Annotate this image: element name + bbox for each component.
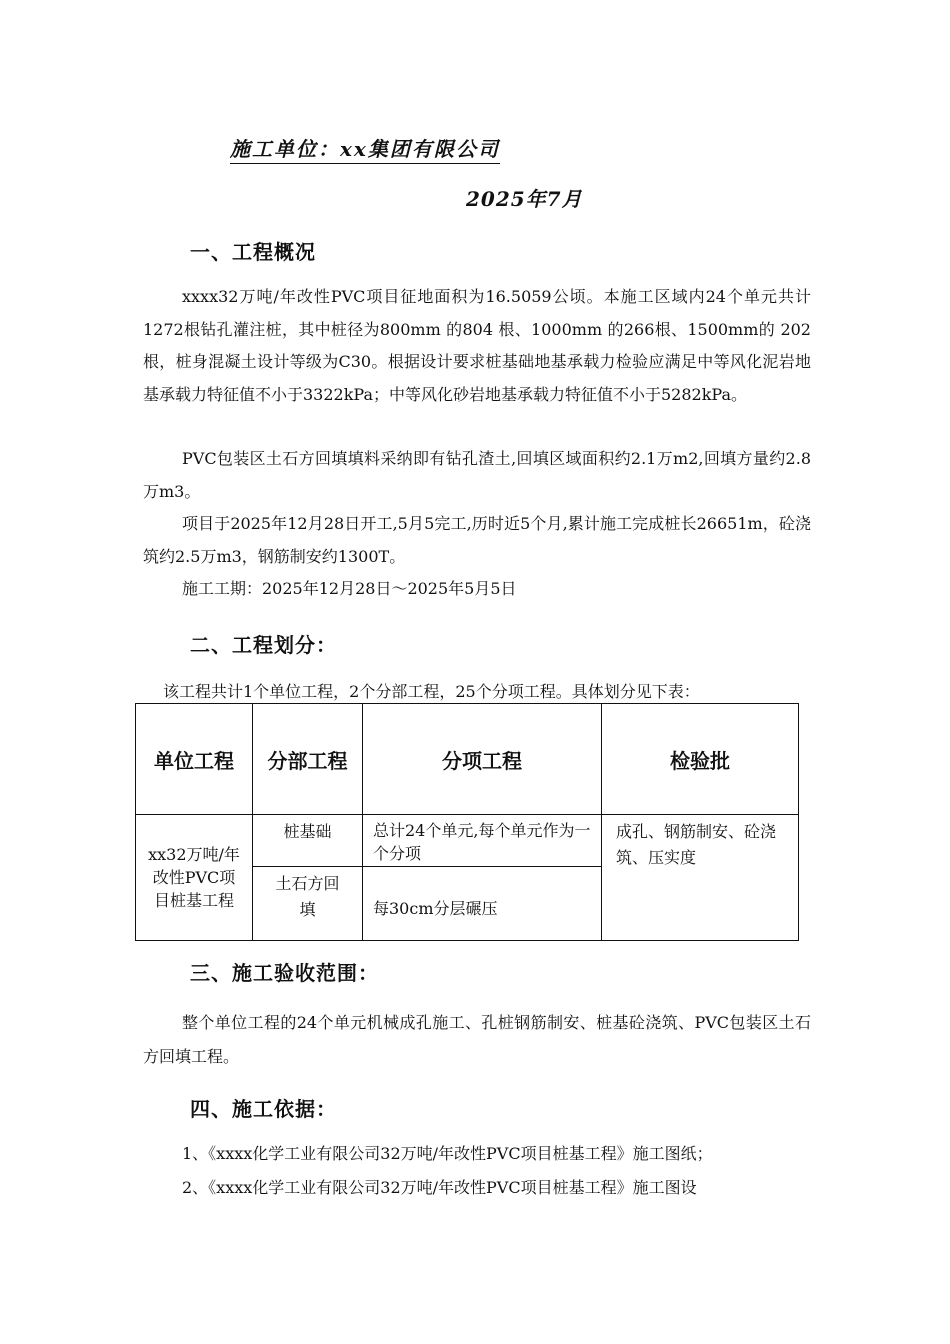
construction-period: 施工工期：2025年12月28日～2025年5月5日 — [182, 579, 517, 598]
header-inspection-lot: 检验批 — [602, 704, 799, 815]
project-division-table — [135, 703, 799, 941]
sub-project-earthwork — [253, 867, 363, 941]
section-4-heading: 四、施工依据： — [190, 1097, 337, 1121]
item-project-earthwork: 每30cm分层碾压 — [363, 867, 602, 941]
division-intro: 该工程共计1个单位工程，2个分部工程，25个分项工程。具体划分见下表： — [163, 682, 700, 701]
item-project-foundation: 总计24个单元,每个单元作为一个分项 — [363, 815, 602, 867]
unit-project-text: xx32万吨/年改性PVC项目桩基工程 — [148, 845, 240, 910]
table-header-row — [136, 704, 799, 815]
header-item-project: 分项工程 — [363, 704, 602, 815]
section-3-heading: 三、施工验收范围： — [190, 961, 379, 985]
section-2-heading: 二、工程划分： — [190, 633, 337, 657]
overview-paragraph-2: PVC包装区土石方回填填料采纳即有钻孔渣土,回填区域面积约2.1万m2,回填方量约2.8万m3。 — [143, 449, 811, 501]
basis-item-1: 1、《xxxx化学工业有限公司32万吨/年改性PVC项目桩基工程》施工图纸； — [182, 1144, 713, 1163]
section-1-heading: 一、工程概况 — [190, 240, 316, 264]
unit-project-cell — [136, 815, 253, 941]
basis-item-2: 2、《xxxx化学工业有限公司32万吨/年改性PVC项目桩基工程》施工图设 — [182, 1178, 697, 1197]
company-name: 施工单位：xx集团有限公司 — [230, 133, 500, 164]
acceptance-scope-paragraph: 整个单位工程的24个单元机械成孔施工、孔桩钢筋制安、桩基砼浇筑、PVC包装区土石方回填工程。 — [143, 1013, 811, 1066]
report-date: 2025年7月 — [466, 187, 583, 211]
sub-project-foundation: 桩基础 — [253, 815, 363, 867]
header-sub-project: 分部工程 — [253, 704, 363, 815]
table-row — [136, 815, 799, 867]
overview-paragraph-3: 项目于2025年12月28日开工,5月5完工,历时近5个月,累计施工完成桩长26651m，砼浇筑约2.5万m3，钢筋制安约1300T。 — [143, 514, 811, 566]
header-unit-project: 单位工程 — [136, 704, 253, 815]
sub-project-earthwork-text: 土石方回填 — [275, 874, 340, 919]
overview-paragraph-1: xxxx32万吨/年改性PVC项目征地面积为16.5059公顷。本施工区域内24个单元共计1272根钻孔灌注桩，其中桩径为800mm 的804 根、1000mm 的266根、1500mm的 202 根，桩身混凝土设计等级为C30。根据设计要求桩基础地基承载力检验应满足中等风化泥岩地基承载力特征值不小于3322kPa；中等风化砂岩地基承载力特征值不小于5282kPa。 — [143, 287, 811, 404]
inspection-lot-cell: 成孔、钢筋制安、砼浇筑、压实度 — [602, 815, 799, 941]
